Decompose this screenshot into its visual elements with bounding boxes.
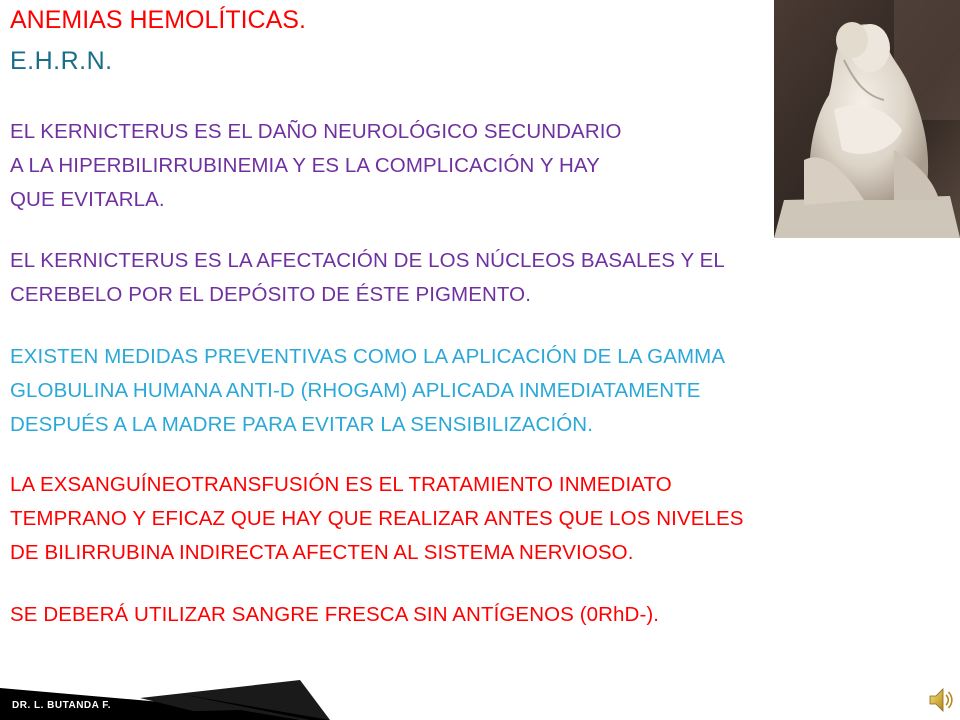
statue-photo	[774, 0, 960, 238]
text-line: LA EXSANGUÍNEOTRANSFUSIÓN ES EL TRATAMIENTO INMEDIATO	[10, 473, 672, 496]
text-line: CEREBELO POR EL DEPÓSITO DE ÉSTE PIGMENTO.	[10, 283, 532, 306]
text-line: A LA HIPERBILIRRUBINEMIA Y ES LA COMPLICACIÓN Y HAY	[10, 154, 600, 177]
speaker-icon-graphic	[928, 686, 954, 714]
speaker-icon[interactable]	[928, 686, 954, 714]
text-line: DESPUÉS A LA MADRE PARA EVITAR LA SENSIBILIZACIÓN.	[10, 413, 593, 436]
statue-illustration	[774, 0, 960, 238]
footer-swoosh	[0, 640, 960, 720]
slide-title: ANEMIAS HEMOLÍTICAS.	[10, 6, 306, 34]
paragraph-kernicterus-affectation	[10, 244, 725, 312]
text-line: GLOBULINA HUMANA ANTI-D (RHOGAM) APLICADA INMEDIATAMENTE	[10, 379, 701, 402]
slide-subtitle: E.H.R.N.	[10, 47, 113, 75]
paragraph-kernicterus-definition	[10, 115, 622, 217]
text-line: DE BILIRRUBINA INDIRECTA AFECTEN AL SISTEMA NERVIOSO.	[10, 541, 634, 564]
paragraph-fresh-blood	[10, 598, 659, 632]
text-line: SE DEBERÁ UTILIZAR SANGRE FRESCA SIN ANTÍGENOS (0RhD-).	[10, 603, 660, 626]
paragraph-exchange-transfusion	[10, 468, 744, 570]
text-line: EXISTEN MEDIDAS PREVENTIVAS COMO LA APLICACIÓN DE LA GAMMA	[10, 345, 726, 368]
footer-author: DR. L. BUTANDA F.	[12, 700, 112, 711]
paragraph-preventive-measures	[10, 340, 725, 442]
text-line: EL KERNICTERUS ES EL DAÑO NEUROLÓGICO SECUNDARIO	[10, 120, 622, 143]
text-line: TEMPRANO Y EFICAZ QUE HAY QUE REALIZAR ANTES QUE LOS NIVELES	[10, 507, 744, 530]
text-line: EL KERNICTERUS ES LA AFECTACIÓN DE LOS NÚCLEOS BASALES Y EL	[10, 249, 725, 272]
text-line: QUE EVITARLA.	[10, 188, 165, 211]
